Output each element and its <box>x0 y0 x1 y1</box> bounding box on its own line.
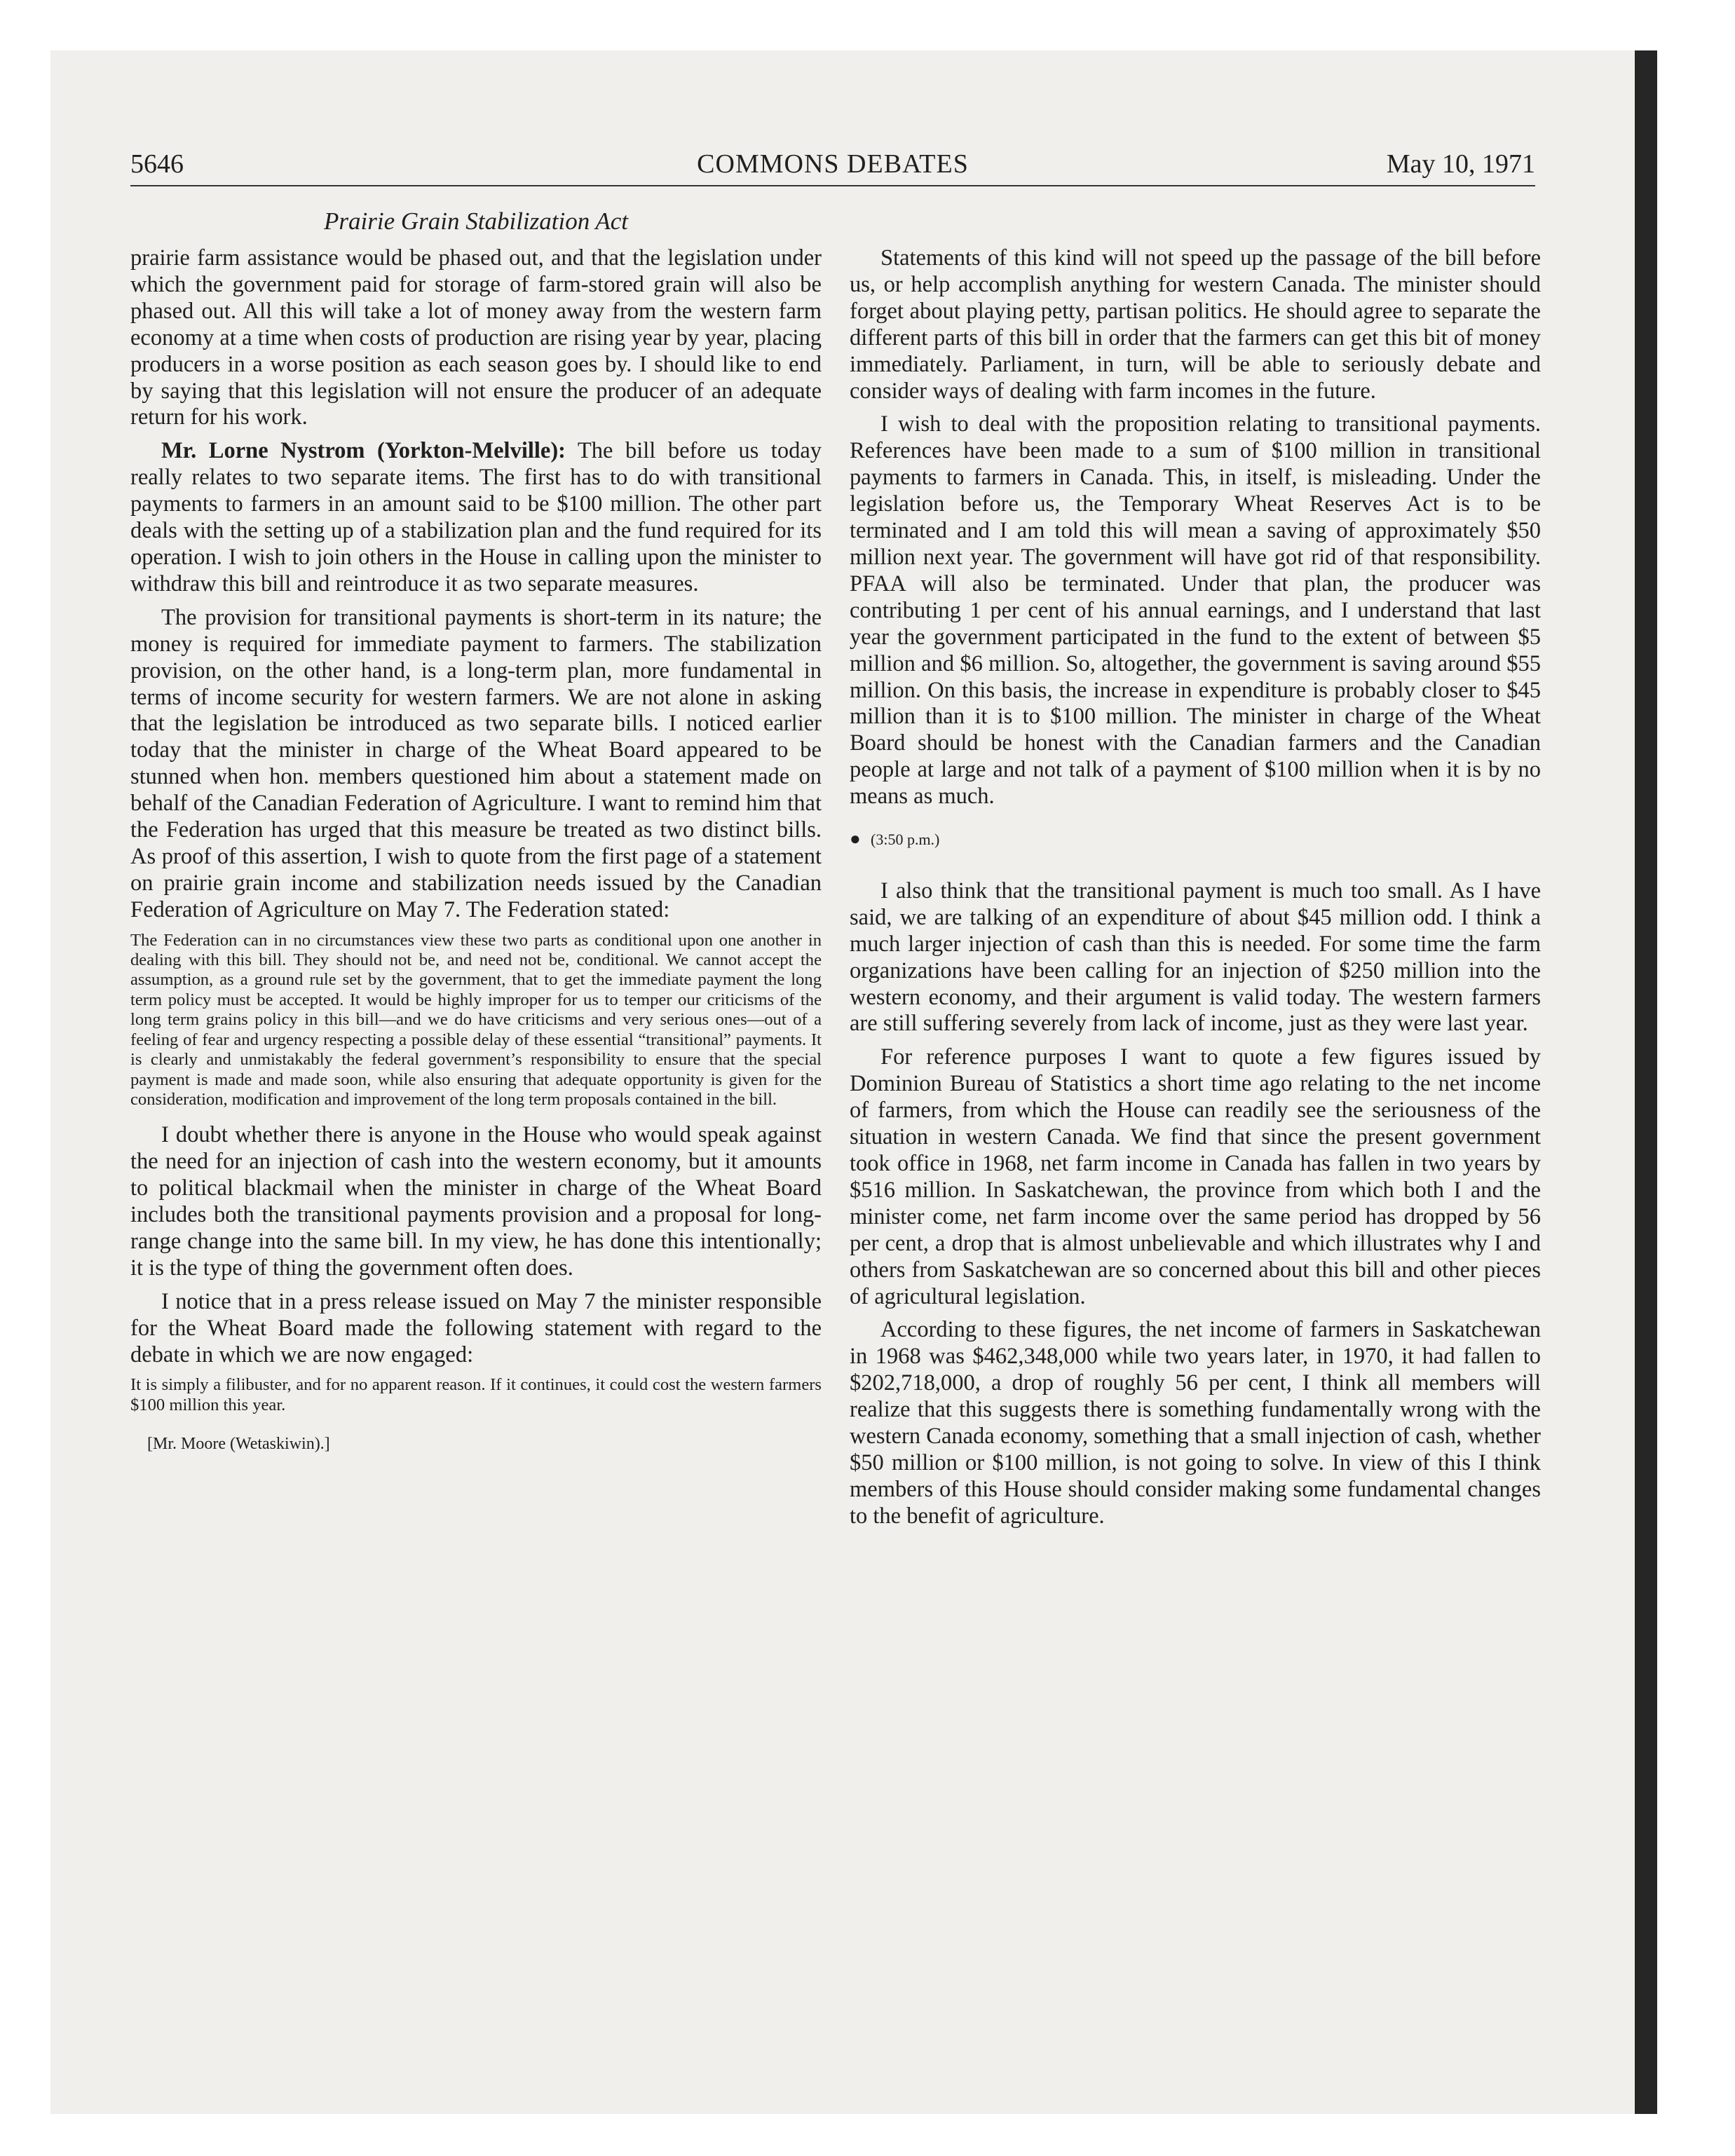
page-number: 5646 <box>130 149 184 179</box>
speaker-attribution: [Mr. Moore (Wetaskiwin).] <box>147 1435 330 1454</box>
time-marker <box>850 826 1541 853</box>
paragraph: I notice that in a press release issued on May 7 the minister responsible for the Wheat Board made the following statement with regard to the debate in which we are now engaged: <box>130 1288 822 1367</box>
journal-title: COMMONS DEBATES <box>697 149 969 179</box>
time-marker-text: (3:50 p.m.) <box>871 831 940 849</box>
block-quote: It is simply a filibuster, and for no apparent reason. If it continues, it could cost the western farmers $100 million this year. <box>130 1375 822 1414</box>
paragraph: For reference purposes I want to quote a few figures issued by Dominion Bureau of Statistics a short time ago relating to the net income of farmers, from which the House can readily see the seriousness of the situation in western Canada. We find that since the present government took office in 1968, net farm income in Canada has fallen in two years by $516 million. In Saskatchewan, the province from which both I and the minister come, net farm income over the same period has dropped by 56 per cent, a drop that is almost unbelievable and which illustrates why I and others from Saskatchewan are so concerned about this bill and other pieces of agricultural legislation. <box>850 1044 1541 1309</box>
right-column <box>850 245 1541 1537</box>
left-column <box>130 245 822 1454</box>
scan-edge-shadow <box>1635 50 1657 2114</box>
paragraph: I also think that the transitional payment is much too small. As I have said, we are talking of an expenditure of about $45 million odd. I think a much larger injection of cash than this is needed. For some time the farm organizations have been calling for an injection of $250 million into the western economy, and their argument is valid today. The western farmers are still suffering severely from lack of income, just as they were last year. <box>850 878 1541 1037</box>
paragraph: I doubt whether there is anyone in the House who would speak against the need for an injection of cash into the western economy, but it amounts to political blackmail when the minister in charge of the Wheat Board includes both the transitional payments provision and a proposal for long-range change into the same bill. In my view, he has done this intentionally; it is the type of thing the government often does. <box>130 1122 822 1281</box>
speech-text: The bill before us today really relates to two separate items. The first has to do with transitional payments to farmers in an amount said to be $100 million. The other part deals with the setting up of a stabilization plan and the fund required for its operation. I wish to join others in the House in calling upon the minister to withdraw this bill and reintroduce it as two separate measures. <box>130 438 822 596</box>
running-title: Prairie Grain Stabilization Act <box>324 207 628 235</box>
speaker-name: Mr. Lorne Nystrom (Yorkton-Melville): <box>161 438 566 464</box>
paragraph: I wish to deal with the proposition relating to transitional payments. References have been made to a sum of $100 million in transitional payments to farmers in Canada. This, in itself, is misleading. Under the legislation before us, the Temporary Wheat Reserves Act is to be terminated and I am told this will mean a saving of approximately $50 million next year. The government will have got rid of that responsibility. PFAA will also be terminated. Under that plan, the producer was contributing 1 per cent of his annual earnings, and I understand that last year the government participated in the fund to the extent of between $5 million and $6 million. So, altogether, the government is saving around $55 million. On this basis, the increase in expenditure is probably closer to $45 million than it is to $100 million. The minister in charge of the Wheat Board should be honest with the Canadian farmers and the Canadian people at large and not talk of a payment of $100 million when it is by no means as much. <box>850 411 1541 810</box>
bullet-icon: ● <box>850 828 861 850</box>
paragraph: Statements of this kind will not speed up the passage of the bill before us, or help accomplish anything for western Canada. The minister should forget about playing petty, partisan politics. He should agree to separate the different parts of this bill in order that the farmers can get this bit of money immediately. Parliament, in turn, will be able to seriously debate and consider ways of dealing with farm incomes in the future. <box>850 245 1541 404</box>
block-quote: The Federation can in no circumstances view these two parts as conditional upon one another in dealing with this bill. They should not be, and need not be, conditional. We cannot accept the assumption, as a ground rule set by the government, that to get the immediate payment the long term policy must be accepted. It would be highly improper for us to temper our criticisms of the long term grains policy in this bill—and we do have criticisms and very serious ones—out of a feeling of fear and urgency respecting a possible delay of these essential “transitional” payments. It is clearly and unmistakably the federal government’s responsibility to ensure that the special payment is made and made soon, while also ensuring that adequate opportunity is given for the consideration, modification and improvement of the long term proposals contained in the bill. <box>130 930 822 1109</box>
paragraph: The provision for transitional payments is short-term in its nature; the money is required for immediate payment to farmers. The stabilization provision, on the other hand, is a long-term plan, more fundamental in terms of income security for western farmers. We are not alone in asking that the legislation be introduced as two separate bills. I noticed earlier today that the minister in charge of the Wheat Board appeared to be stunned when hon. members questioned him about a statement made on behalf of the Canadian Federation of Agriculture. I want to remind him that the Federation has urged that this measure be treated as two distinct bills. As proof of this assertion, I wish to quote from the first page of a statement on prairie grain income and stabilization needs issued by the Canadian Federation of Agriculture on May 7. The Federation stated: <box>130 604 822 922</box>
paragraph: According to these figures, the net income of farmers in Saskatchewan in 1968 was $462,348,000 while two years later, in 1970, it had fallen to $202,718,000, a drop of roughly 56 per cent, I think all members will realize that this suggests there is something fundamentally wrong with the western Canada economy, something that a small injection of cash, whether $50 million or $100 million, is not going to solve. In view of this I think members of this House should consider making some fundamental changes to the benefit of agriculture. <box>850 1317 1541 1529</box>
page-header <box>130 149 1535 186</box>
paragraph: prairie farm assistance would be phased out, and that the legislation under which the government paid for storage of farm-stored grain will also be phased out. All this will take a lot of money away from the western farm economy at a time when costs of production are rising year by year, placing producers in a worse position as each season goes by. I should like to end by saying that this legislation will not ensure the producer of an adequate return for his work. <box>130 245 822 430</box>
publication-date: May 10, 1971 <box>1386 149 1535 179</box>
paragraph <box>130 438 822 597</box>
